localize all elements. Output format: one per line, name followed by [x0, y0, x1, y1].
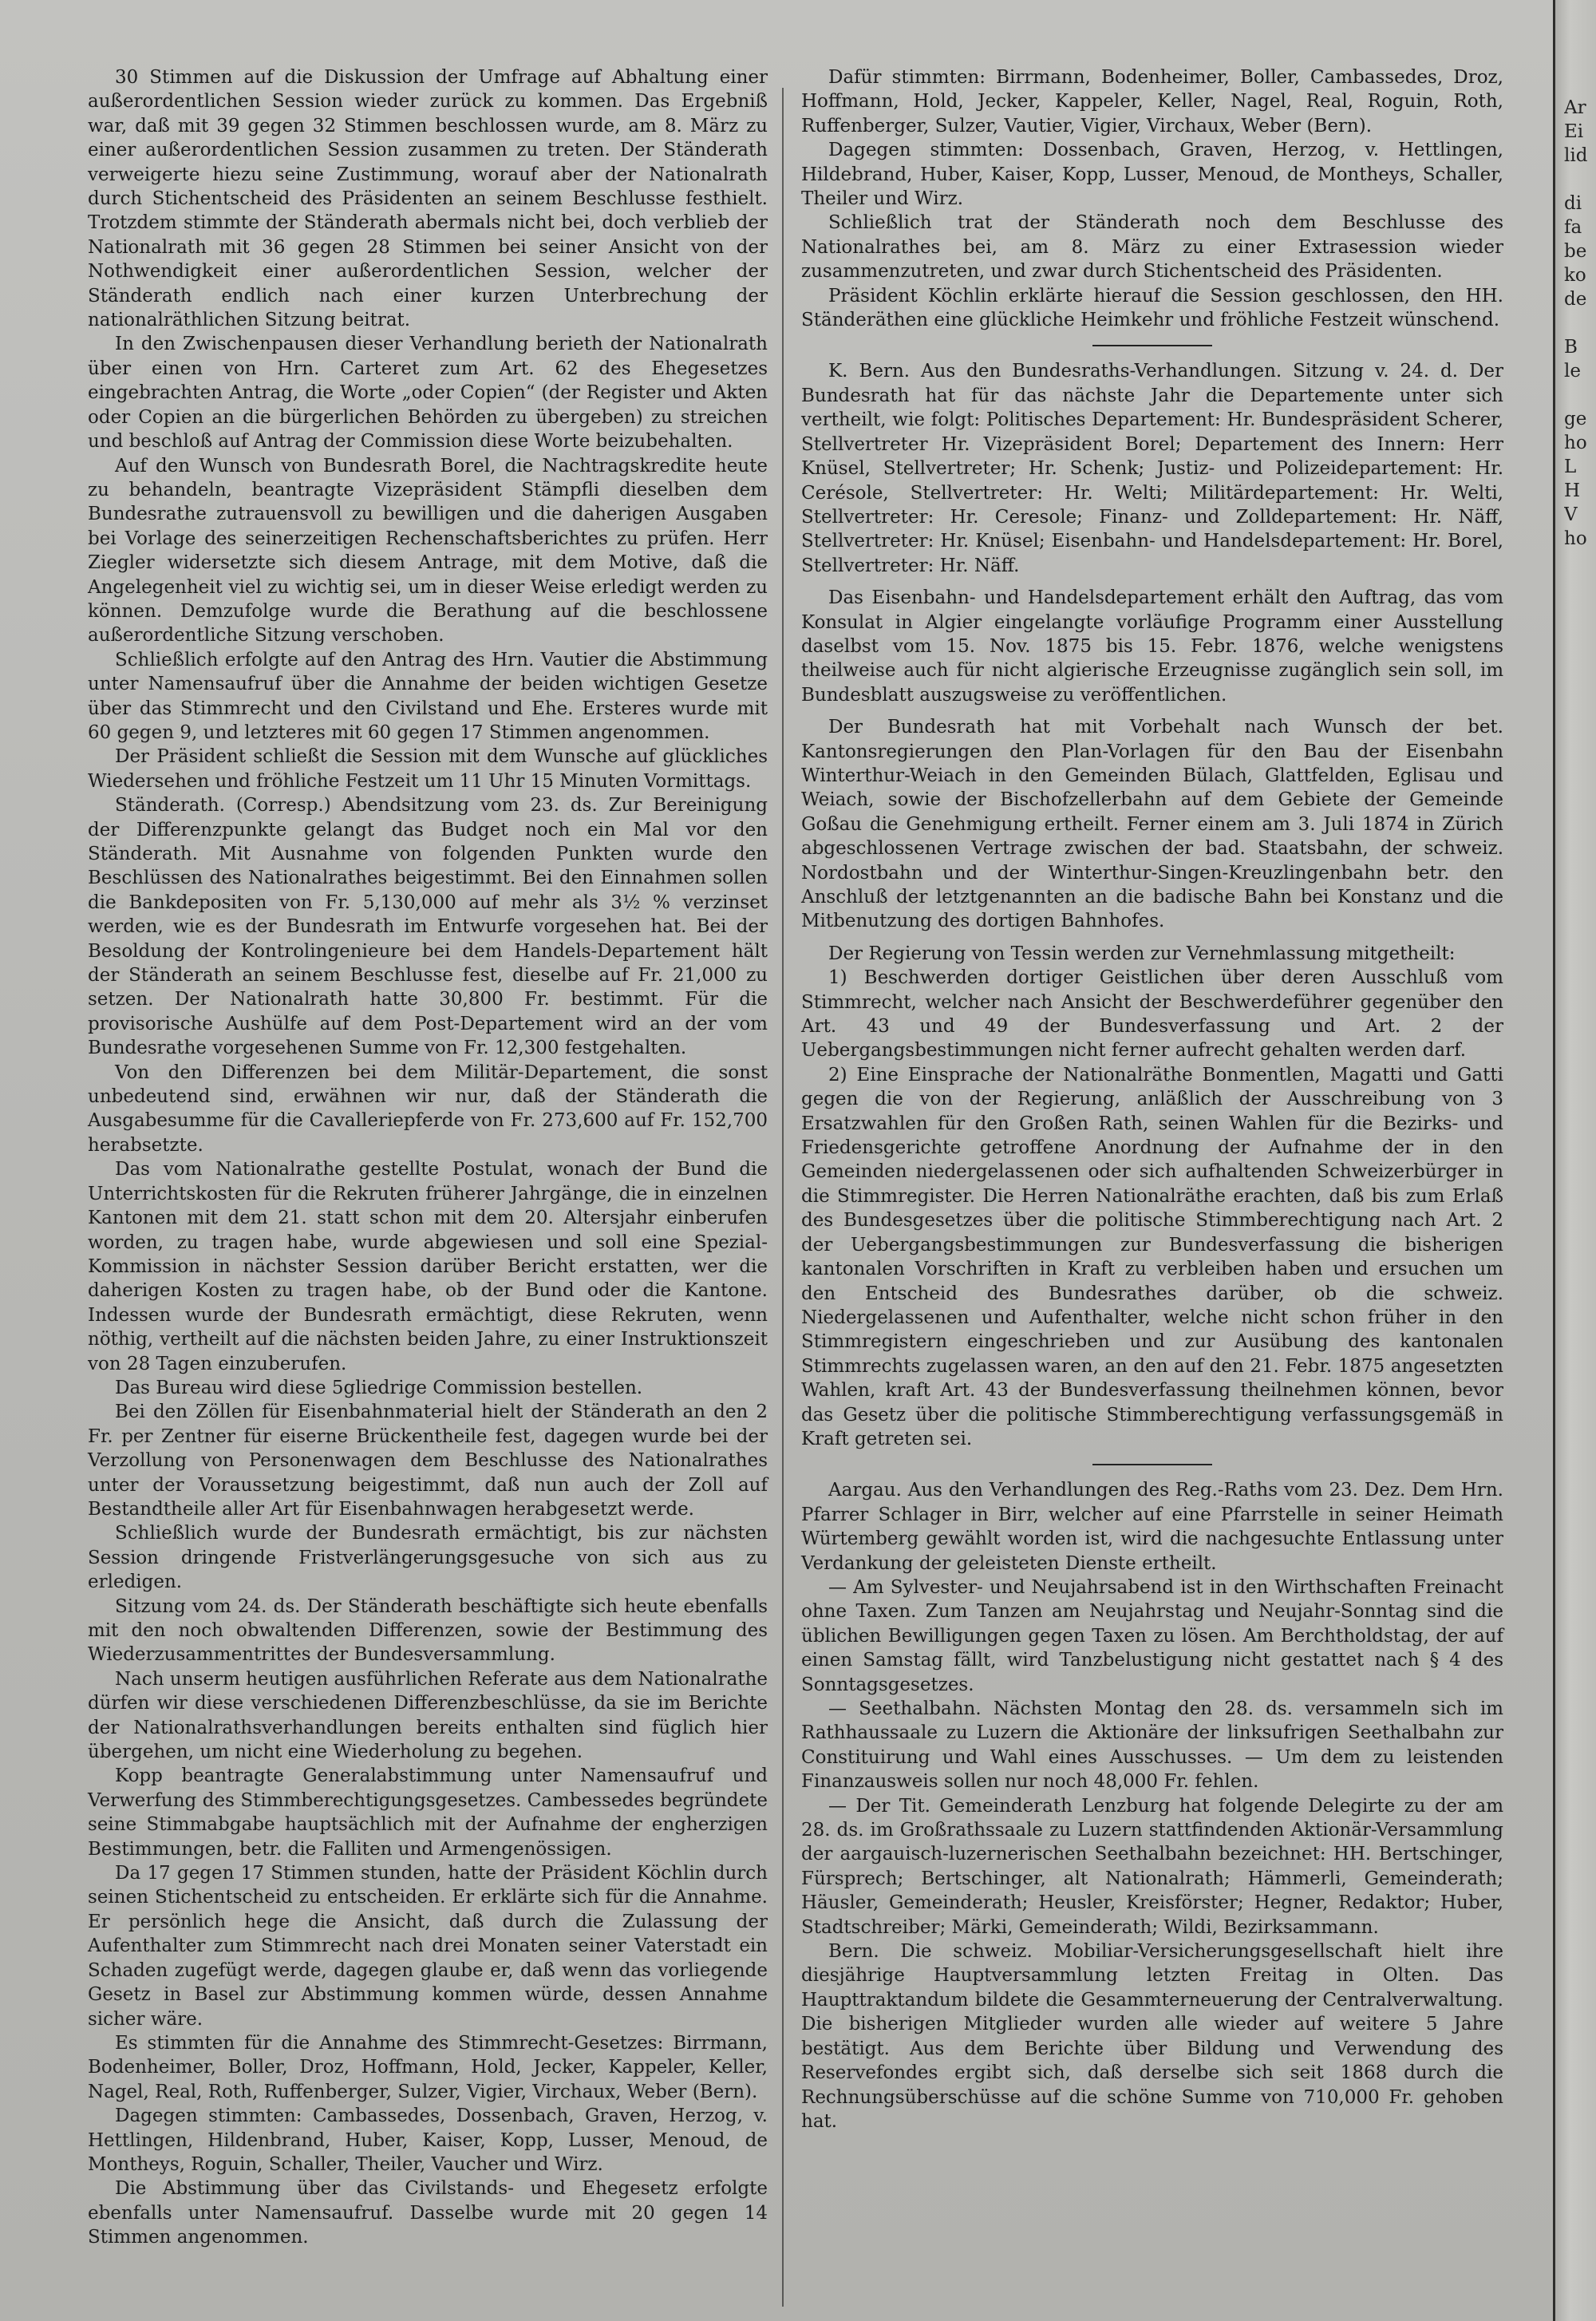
left-column: [88, 65, 768, 2250]
edge-fragment: B: [1564, 337, 1578, 358]
paragraph: Bei den Zöllen für Eisenbahnmaterial hielt der Ständerath an den 2 Fr. per Zentner für eiserne Brückentheile fest, dagegen wurde bei der Verzollung von Personenwagen dem Beschlusse des Nationalrathes unter der Voraussetzung beigestimmt, daß nun auch der Zoll auf Bestandtheile aller Art für Eisenbahnwagen herabgesetzt werde.: [88, 1402, 768, 1520]
edge-fragment: [1564, 168, 1596, 192]
paragraph: Die Abstimmung über das Civilstands- und Ehegesetz erfolgte ebenfalls unter Namensaufruf. Dasselbe wurde mit 20 gegen 14 Stimmen angenommen.: [88, 2178, 768, 2248]
paragraph: 1) Beschwerden dortiger Geistlichen über deren Ausschluß vom Stimmrecht, welcher nach Ansicht der Beschwerdeführer gegenüber den Art. 43 und 49 der Bundesverfassung und Art. 2 der Uebergangsbestimmungen nicht ferner aufrecht gehalten werden darf.: [801, 967, 1503, 1062]
edge-fragment: di: [1564, 193, 1582, 214]
edge-fragment: V: [1564, 504, 1578, 525]
paragraph: Das Eisenbahn- und Handelsdepartement erhält den Auftrag, das vom Konsulat in Algier eingelangte vorläufige Programm einer Ausstellung daselbst vom 15. Nov. 1875 bis 15. Febr. 1876, welche wenigstens theilweise auch für nicht algierische Erzeugnisse zugänglich sein soll, im Bundesblatt auszugsweise zu veröffentlichen.: [801, 587, 1503, 706]
paragraph: Dagegen stimmten: Dossenbach, Graven, Herzog, v. Hettlingen, Hildebrand, Huber, Kaiser, Kopp, Lusser, Menoud, de Montheys, Schaller, Theiler und Wirz.: [801, 140, 1503, 210]
paragraph: Schließlich trat der Ständerath noch dem Beschlusse des Nationalrathes bei, am 8. März zu einer Extrasession wieder zusammenzutreten, und zwar durch Stichentscheid des Präsidenten.: [801, 212, 1503, 283]
page-fold-line: [1553, 0, 1555, 2321]
paragraph: Der Bundesrath hat mit Vorbehalt nach Wunsch der bet. Kantonsregierungen den Plan-Vorlagen für den Bau der Eisenbahn Winterthur-Weiach in den Gemeinden Bülach, Glattfelden, Eglisau und Weiach, sowie der Bischofzellerbahn auf dem Gebiete der Gemeinde Goßau die Genehmigung ertheilt. Ferner einem am 3. Juli 1874 in Zürich abgeschlossenen Vertrage zwischen der bad. Staatsbahn, der schweiz. Nordostbahn und der Winterthur-Singen-Kreuzlingenbahn betr. den Anschluß der letztgenannten an die badische Bahn bei Konstanz und die Mitbenutzung des dortigen Bahnhofes.: [801, 717, 1503, 932]
edge-fragment: ko: [1564, 265, 1586, 286]
right-column: [801, 65, 1503, 2133]
council-vote-section: [801, 65, 1503, 332]
aargau-section: [801, 1478, 1503, 2133]
paragraph: Dafür stimmten: Birrmann, Bodenheimer, Boller, Cambassedes, Droz, Hoffmann, Hold, Jecker, Kappeler, Keller, Nagel, Real, Roguin, Roth, Ruffenberger, Sulzer, Vautier, Vigier, Virchaux, Weber (Bern).: [801, 67, 1503, 136]
edge-fragment: lid: [1564, 145, 1588, 166]
edge-fragment: de: [1564, 289, 1587, 310]
paragraph: — Am Sylvester- und Neujahrsabend ist in den Wirthschaften Freinacht ohne Taxen. Zum Tanzen am Neujahrstag und Neujahr-Sonntag sind die üblichen Bewilligungen gegen Taxen zu lösen. Am Berchtholdstag, der auf einen Samstag fällt, wird Tanzbelustigung nicht gestattet nach § 4 des Sonntagsgesetzes.: [801, 1576, 1503, 1695]
edge-fragment: H: [1564, 480, 1581, 501]
paragraph: Präsident Köchlin erklärte hierauf die Session geschlossen, den HH. Ständeräthen eine glückliche Heimkehr und fröhliche Festzeit wünschend.: [801, 285, 1503, 331]
paragraph: Das vom Nationalrathe gestellte Postulat, wonach der Bund die Unterrichtskosten für die Rekruten früherer Jahrgänge, die in einzelnen Kantonen mit dem 21. statt schon mit dem 20. Altersjahr einberufen worden, zu tragen habe, wurde abgewiesen und soll eine Spezial-Kommission in nächster Session darüber Bericht erstatten, wer die daherigen Kosten zu tragen habe, ob der Bund oder die Kantone. Indessen wurde der Bundesrath ermächtigt, diese Rekruten, wenn nöthig, vertheilt auf die nächsten beiden Jahre, zu einer Instruktionszeit von 28 Tagen einzuberufen.: [88, 1159, 768, 1374]
edge-fragment: ge: [1564, 409, 1587, 429]
bern-federal-council-section: [801, 359, 1503, 1451]
paragraph: 30 Stimmen auf die Diskussion der Umfrage auf Abhaltung einer außerordentlichen Session wieder zurück zu kommen. Das Ergebniß war, daß mit 39 gegen 32 Stimmen beschlossen wurde, am 8. März zu einer außerordentlichen Session zusammen zu treten. Der Ständerath verweigerte hiezu seine Zustimmung, worauf aber der Nationalrath durch Stichentscheid des Präsidenten an seinem Beschlusse festhielt. Trotzdem stimmte der Ständerath abermals nicht bei, doch verblieb der Nationalrath mit 36 gegen 28 Stimmen bei seiner Ansicht von der Nothwendigkeit einer außerordentlichen Session, welcher der Ständerath endlich nach einer kurzen Unterbrechung der nationalräthlichen Sitzung beitrat.: [88, 67, 768, 331]
paragraph: Es stimmten für die Annahme des Stimmrecht-Gesetzes: Birrmann, Bodenheimer, Boller, Droz, Hoffmann, Hold, Jecker, Kappeler, Keller, Nagel, Real, Roth, Ruffenberger, Sulzer, Vigier, Virchaux, Weber (Bern).: [88, 2032, 768, 2102]
edge-fragment: L: [1564, 457, 1577, 477]
paragraph: Der Regierung von Tessin werden zur Vernehmlassung mitgetheilt:: [828, 943, 1456, 964]
paragraph: Der Präsident schließt die Session mit dem Wunsche auf glückliches Wiedersehen und fröhliche Festzeit um 11 Uhr 15 Minuten Vormittags.: [88, 746, 768, 792]
paragraph: Bern. Die schweiz. Mobiliar-Versicherungsgesellschaft hielt ihre diesjährige Hauptversammlung letzten Freitag in Olten. Das Haupttraktandum bildete die Gesammterneuerung der Centralverwaltung. Die bisherigen Mitglieder wurden alle wieder auf weitere 5 Jahre bestätigt. Aus dem Berichte über Bildung und Verwendung des Reservefondes ergibt sich, daß derselbe sich seit 1868 durch die Rechnungsüberschüsse auf die schöne Summe von 710,000 Fr. gehoben hat.: [801, 1941, 1503, 2132]
paragraph: Schließlich wurde der Bundesrath ermächtigt, bis zur nächsten Session dringende Fristverlängerungsgesuche von sich aus zu erledigen.: [88, 1523, 768, 1593]
paragraph: Kopp beantragte Generalabstimmung unter Namensaufruf und Verwerfung des Stimmberechtigungsgesetzes. Cambessedes begründete seine Stimmabgabe hauptsächlich mit der Aufnahme der engherzigen Bestimmungen, betr. die Falliten und Armengenössigen.: [88, 1765, 768, 1860]
adjacent-page-fragments: [1564, 96, 1596, 551]
paragraph: K. Bern. Aus den Bundesraths-Verhandlungen. Sitzung v. 24. d. Der Bundesrath hat für das nächste Jahr die Departemente unter sich vertheilt, wie folgt: Politisches Departement: Hr. Bundespräsident Scherer, Stellvertreter Hr. Vizepräsident Borel; Departement des Innern: Herr Knüsel, Stellvertreter; Hr. Schenk; Justiz- und Polizeidepartement: Hr. Cerésole, Stellvertreter: Hr. Welti; Militärdepartement: Hr. Welti, Stellvertreter: Hr. Ceresole; Finanz- und Zolldepartement: Hr. Näff, Stellvertreter: Hr. Knüsel; Eisenbahn- und Handelsdepartement: Hr. Borel, Stellvertreter: Hr. Näff.: [801, 361, 1503, 576]
paragraph: Aargau. Aus den Verhandlungen des Reg.-Raths vom 23. Dez. Dem Hrn. Pfarrer Schlager in Birr, welcher auf eine Pfarrstelle in seiner Heimath Würtemberg gewählt worden ist, wird die nachgesuchte Entlassung unter Verdankung der geleisteten Dienste ertheilt.: [801, 1480, 1503, 1574]
paragraph: — Der Tit. Gemeinderath Lenzburg hat folgende Delegirte zu der am 28. ds. im Großrathssaale zu Luzern stattfindenden Aktionär-Versammlung der aargauisch-luzernerischen Seethalbahn bezeichnet: HH. Bertschinger, Fürsprech; Bertschinger, alt Nationalrath; Hämmerli, Gemeinderath; Häusler, Gemeinderath; Heusler, Kreisförster; Hegner, Redaktor; Huber, Stadtschreiber; Märki, Gemeinderath; Wildi, Bezirksammann.: [801, 1795, 1503, 1938]
paragraph: Da 17 gegen 17 Stimmen stunden, hatte der Präsident Köchlin durch seinen Stichentscheid zu entscheiden. Er erklärte sich für die Annahme. Er persönlich hege die Ansicht, daß durch die Zulassung der Aufenthalter zum Stimmrecht nach drei Monaten seiner Vaterstadt ein Schaden zugefügt werde, dagegen glaube er, daß wenn das vorliegende Gesetz in Basel zur Abstimmung kommen würde, dessen Annahme sicher wäre.: [88, 1863, 768, 2030]
section-divider: [1092, 345, 1212, 346]
paragraph: Dagegen stimmten: Cambassedes, Dossenbach, Graven, Herzog, v. Hettlingen, Hildenbrand, Huber, Kaiser, Kopp, Lusser, Menoud, de Montheys, Roguin, Schaller, Theiler, Vaucher und Wirz.: [88, 2106, 768, 2175]
section-divider: [1092, 1464, 1212, 1465]
paragraph: 2) Eine Einsprache der Nationalräthe Bonmentlen, Magatti und Gatti gegen die von der Regierung, anläßlich der Ausschreibung von 3 Ersatzwahlen für den Großen Rath, seinen Wahlen für die Bezirks- und Friedensgerichte getroffene Anordnung der Aufnahme der in den Gemeinden niedergelassenen oder sich aufhaltenden Schweizerbürger in die Stimmregister. Die Herren Nationalräthe erachten, daß bis zum Erlaß des Bundesgesetzes über die politische Stimmberechtigung nach Art. 2 der Uebergangsbestimmungen zur Bundesverfassung die bisherigen kantonalen Vorschriften in Kraft zu verbleiben haben und ersuchen um den Entscheid des Bundesrathes darüber, ob die schweiz. Niedergelassenen und Aufenthalter, welche nicht schon früher in den Stimmregistern eingeschrieben und zur Ausübung des kantonalen Stimmrechts zugelassen waren, an den auf den 21. Febr. 1875 angesetzten Wahlen, kraft Art. 43 der Bundesverfassung theilnehmen können, bevor das Gesetz über die politische Stimmberechtigung verfassungsgemäß in Kraft getreten sei.: [801, 1064, 1503, 1449]
paragraph: Das Bureau wird diese 5gliedrige Commission bestellen.: [115, 1377, 643, 1398]
edge-fragment: Ar: [1564, 97, 1586, 118]
edge-fragment: [1564, 383, 1596, 407]
paragraph: Schließlich erfolgte auf den Antrag des Hrn. Vautier die Abstimmung unter Namensaufruf über die Annahme der beiden wichtigen Gesetze über das Stimmrecht und den Civilstand und Ehe. Ersteres wurde mit 60 gegen 9, und letzteres mit 60 gegen 17 Stimmen angenommen.: [88, 649, 768, 743]
paragraph: In den Zwischenpausen dieser Verhandlung berieth der Nationalrath über einen von Hrn. Carteret zum Art. 62 des Ehegesetzes eingebrachten Antrag, die Worte „oder Copien“ (der Register und Akten oder Copien an die bürgerlichen Behörden zu übergeben) zu streichen und beschloß auf Antrag der Commission diese Worte beizubehalten.: [88, 334, 768, 453]
edge-fragment: ho: [1564, 528, 1587, 549]
paragraph: Von den Differenzen bei dem Militär-Departement, die sonst unbedeutend sind, erwähnen wir nur, daß der Ständerath die Ausgabesumme für die Cavalleriepferde von Fr. 273,600 auf Fr. 152,700 herabsetzte.: [88, 1062, 768, 1156]
edge-fragment: le: [1564, 361, 1581, 382]
paragraph: Nach unserm heutigen ausführlichen Referate aus dem Nationalrathe dürfen wir diese verschiedenen Differenzbeschlüsse, da sie im Berichte der Nationalrathsverhandlungen bereits enthalten sind füglich hier übergehen, um nicht eine Wiederholung zu begehen.: [88, 1668, 768, 1763]
paragraph: Auf den Wunsch von Bundesrath Borel, die Nachtragskredite heute zu behandeln, beantragte Vizepräsident Stämpfli dieselben dem Bundesrathe zutrauensvoll zu bewilligen und die daherigen Ausgaben bei Vorlage des seinerzeitigen Rechenschaftsberichtes zu prüfen. Herr Ziegler widersetzte sich diesem Antrage, mit dem Motive, daß die Angelegenheit viel zu wichtig sei, um in dieser Weise erledigt werden zu können. Demzufolge wurde die Berathung auf die beschlossene außerordentliche Sitzung verschoben.: [88, 455, 768, 646]
paragraph: — Seethalbahn. Nächsten Montag den 28. ds. versammeln sich im Rathhaussaale zu Luzern die Aktionäre der linksufrigen Seethalbahn zur Constituirung und Wahl eines Ausschusses. — Um dem zu leistenden Finanzausweis sollen nur noch 48,000 Fr. fehlen.: [801, 1698, 1503, 1793]
edge-fragment: [1564, 311, 1596, 335]
edge-fragment: be: [1564, 241, 1587, 262]
paragraph: Sitzung vom 24. ds. Der Ständerath beschäftigte sich heute ebenfalls mit den noch obwaltenden Differenzen, sowie der Bestimmung des Wiederzusammentrittes der Bundesversammlung.: [88, 1595, 768, 1666]
edge-fragment: fa: [1564, 217, 1582, 238]
edge-fragment: Ei: [1564, 121, 1584, 142]
paragraph: Ständerath. (Corresp.) Abendsitzung vom 23. ds. Zur Bereinigung der Differenzpunkte gelangt das Budget noch ein Mal vor den Ständerath. Mit Ausnahme von folgenden Punkten wurde den Beschlüssen des Nationalrathes beigestimmt. Bei den Einnahmen sollen die Bankdepositen von Fr. 5,130,000 auf mehr als 3½ % verzinset werden, wie es der Bundesrath im Entwurfe vorgesehen hat. Bei der Besoldung der Kontrolingenieure bei dem Handels-Departement hält der Ständerath an seinem Beschlusse fest, dieselbe auf Fr. 21,000 zu setzen. Der Nationalrath hatte 30,800 Fr. bestimmt. Für die provisorische Aushülfe auf dem Post-Departement wird an der vom Bundesrathe vorgesehenen Summe von Fr. 12,300 festgehalten.: [88, 795, 768, 1059]
column-divider: [782, 88, 784, 2307]
edge-fragment: ho: [1564, 433, 1587, 453]
